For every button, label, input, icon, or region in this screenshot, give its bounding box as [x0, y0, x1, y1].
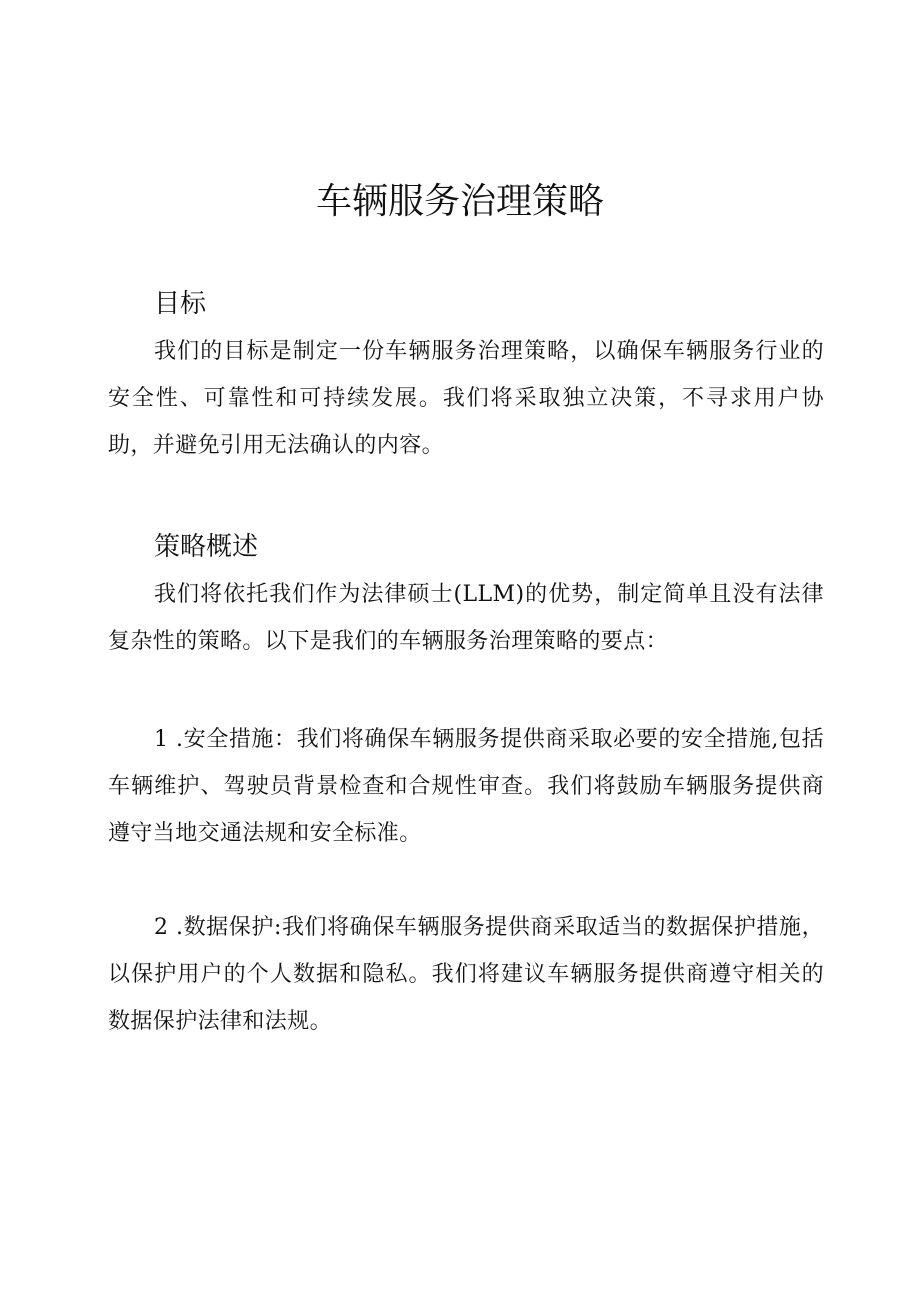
paragraph-overview: 我们将依托我们作为法律硕士(LLM)的优势，制定简单且没有法律复杂性的策略。以下是我们的车辆服务治理策略的要点：: [108, 582, 824, 654]
list-item-data-protection: 2 .数据保护:我们将确保车辆服务提供商采取适当的数据保护措施，以保护用户的个人数据和隐私。我们将建议车辆服务提供商遵守相关的数据保护法律和法规。: [108, 915, 824, 1034]
section-heading-goal: 目标: [154, 289, 207, 319]
paragraph-goal: 我们的目标是制定一份车辆服务治理策略，以确保车辆服务行业的安全性、可靠性和可持续发展。我们将采取独立决策，不寻求用户协助，并避免引用无法确认的内容。: [108, 339, 824, 458]
section-heading-overview: 策略概述: [154, 532, 259, 562]
document-title: 车辆服务治理策略: [315, 181, 604, 222]
list-item-safety-measures: 1 .安全措施：我们将确保车辆服务提供商采取必要的安全措施,包括车辆维护、驾驶员背景检查和合规性审查。我们将鼓励车辆服务提供商遵守当地交通法规和安全标准。: [108, 727, 824, 846]
